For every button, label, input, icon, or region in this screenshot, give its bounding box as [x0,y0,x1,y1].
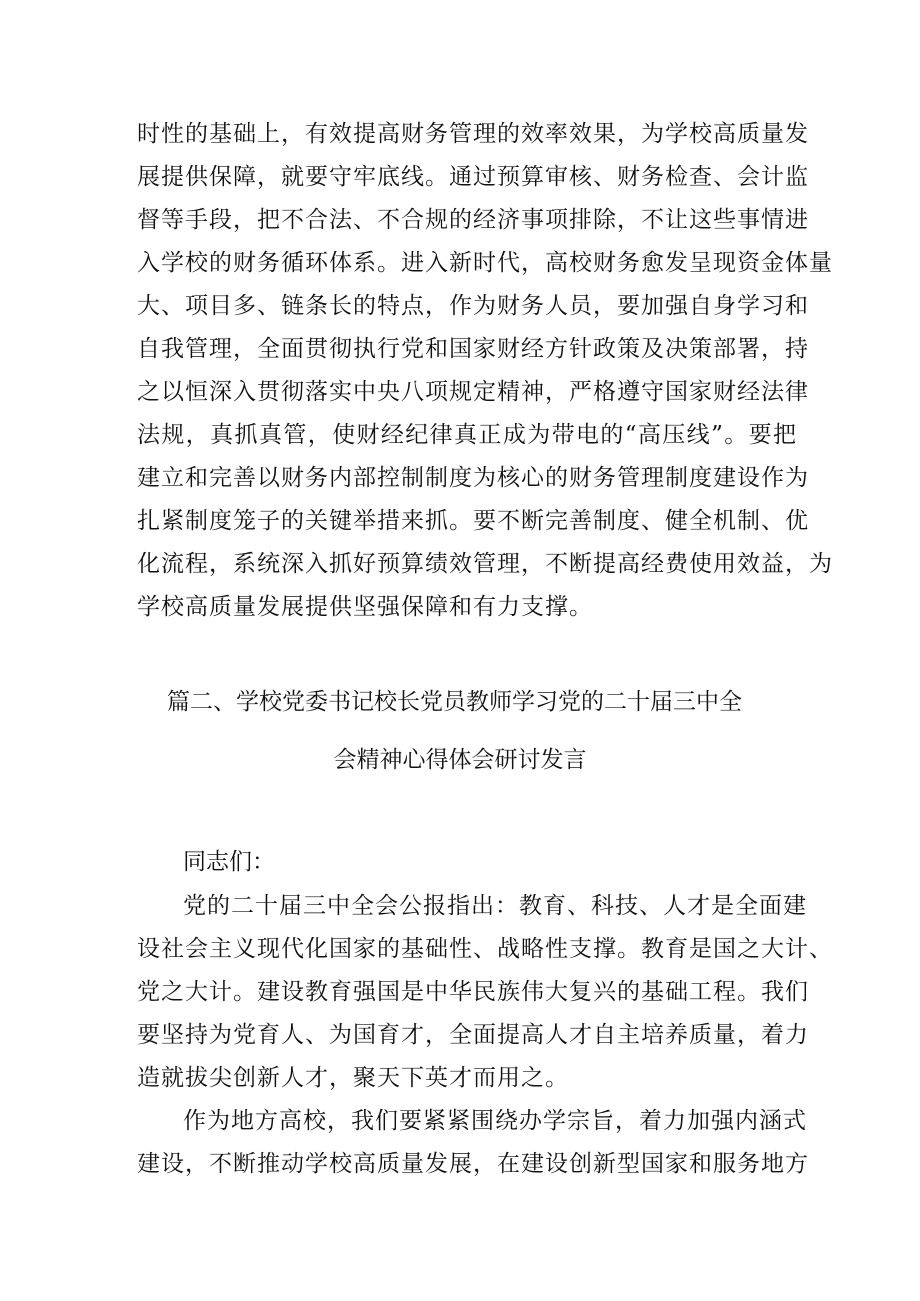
paragraph-line: 学校高质量发展提供坚强保障和有力支撑。 [137,594,593,620]
paragraph-line: 大、项目多、链条长的特点，作为财务人员，要加强自身学习和 [137,293,809,319]
paragraph-line: 时性的基础上，有效提高财务管理的效率效果，为学校高质量发 [137,121,809,147]
paragraph-line: 自我管理，全面贯彻执行党和国家财经方针政策及决策部署，持 [137,336,809,362]
paragraph-line: 党的二十届三中全会公报指出：教育、科技、人才是全面建 [183,893,807,919]
paragraph-line: 建立和完善以财务内部控制制度为核心的财务管理制度建设作为 [137,465,809,491]
section-heading-line-2: 会精神心得体会研讨发言 [333,747,587,773]
paragraph-line: 展提供保障，就要守牢底线。通过预算审核、财务检查、会计监 [137,164,809,190]
paragraph-line: 建设，不断推动学校高质量发展，在建设创新型国家和服务地方 [137,1151,809,1177]
paragraph-line: 作为地方高校，我们要紧紧围绕办学宗旨，着力加强内涵式 [183,1108,807,1134]
salutation: 同志们： [183,849,275,875]
section-heading-line-1: 篇二、学校党委书记校长党员教师学习党的二十届三中全 [167,689,742,715]
paragraph-line: 党之大计。建设教育强国是中华民族伟大复兴的基础工程。我们 [137,979,809,1005]
paragraph-line: 造就拔尖创新人才，聚天下英才而用之。 [137,1065,569,1091]
paragraph-line: 设社会主义现代化国家的基础性、战略性支撑。教育是国之大计、 [137,936,833,962]
paragraph-line: 扎紧制度笼子的关键举措来抓。要不断完善制度、健全机制、优 [137,508,809,534]
paragraph-line: 法规，真抓真管，使财经纪律真正成为带电的“高压线”。要把 [137,422,797,448]
paragraph-line: 要坚持为党育人、为国育才，全面提高人才自主培养质量，着力 [137,1022,809,1048]
paragraph-line: 督等手段，把不合法、不合规的经济事项排除，不让这些事情进 [137,207,809,233]
paragraph-line: 入学校的财务循环体系。进入新时代，高校财务愈发呈现资金体量 [137,250,833,276]
paragraph-line: 之以恒深入贯彻落实中央八项规定精神，严格遵守国家财经法律 [137,379,809,405]
paragraph-line: 化流程，系统深入抓好预算绩效管理，不断提高经费使用效益，为 [137,551,833,577]
